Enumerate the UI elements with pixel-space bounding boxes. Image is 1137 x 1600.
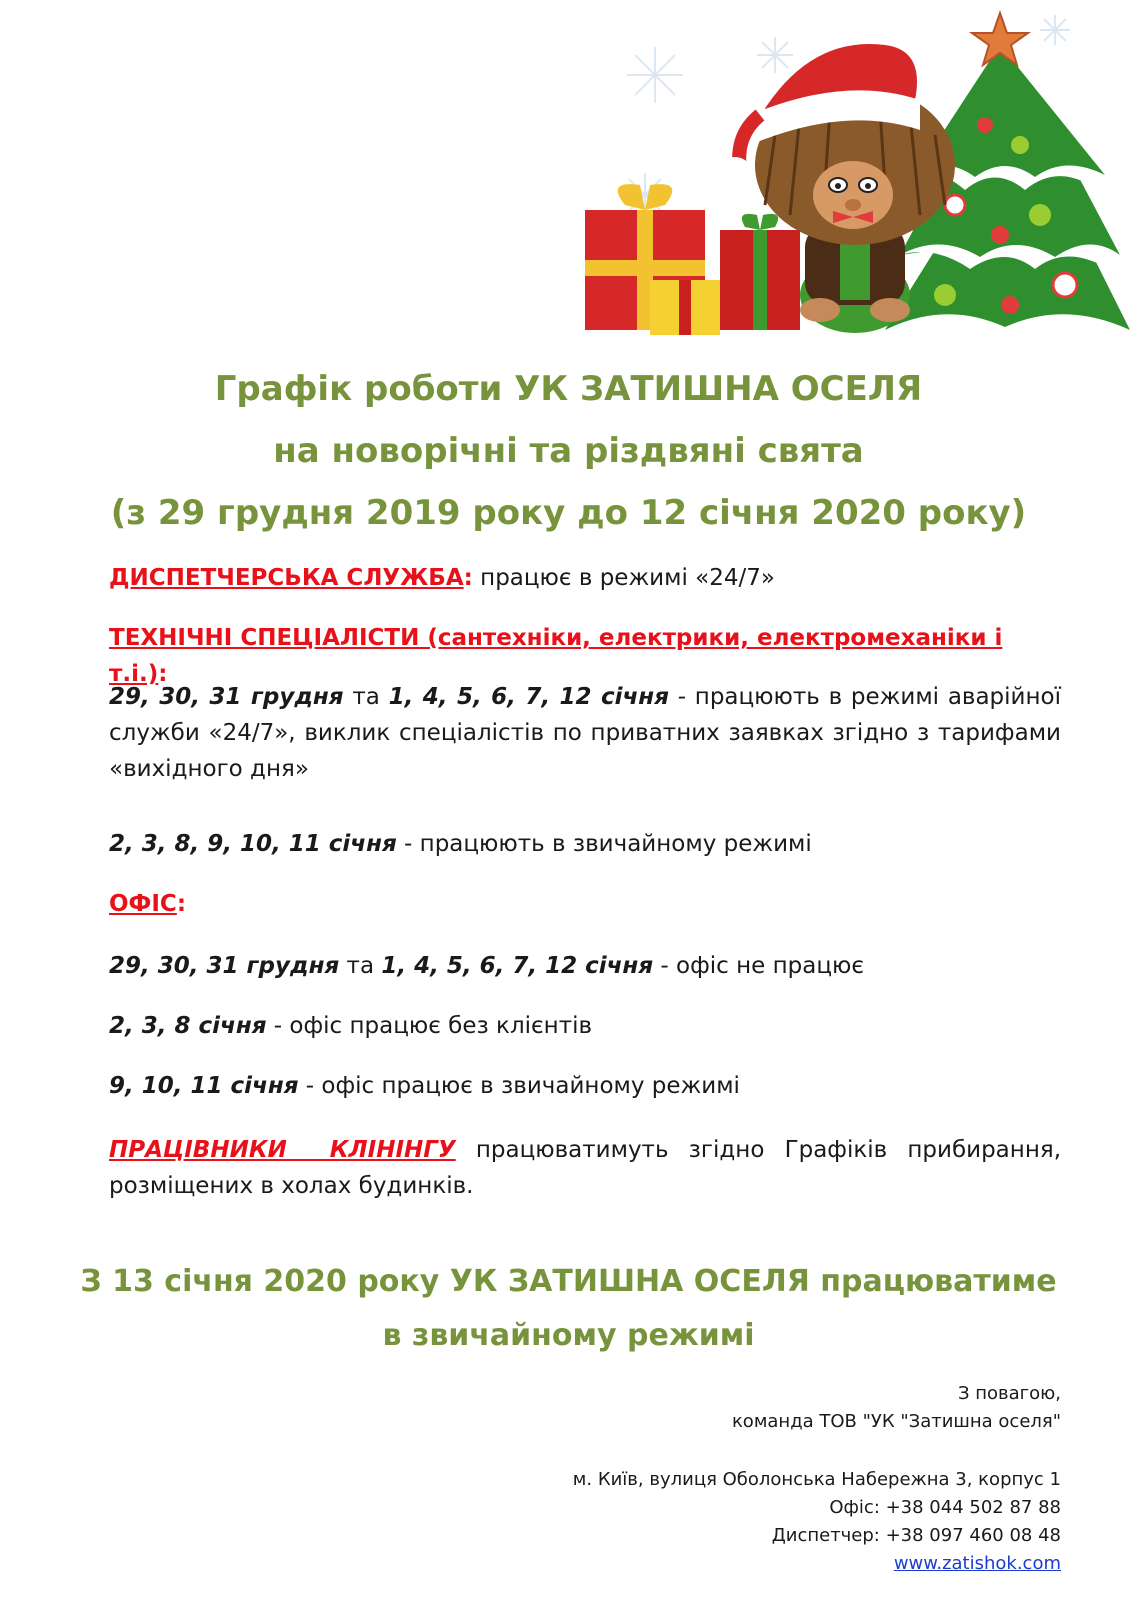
title-line-3: (з 29 грудня 2019 року до 12 січня 2020 року) xyxy=(110,493,1027,533)
dispatch-heading: ДИСПЕТЧЕРСЬКА СЛУЖБА xyxy=(109,565,464,591)
office-closed-schedule xyxy=(109,948,1061,984)
technicians-emergency-schedule xyxy=(109,679,1061,787)
dispatch-section xyxy=(109,560,1061,596)
dispatch-text: працює в режимі «24/7» xyxy=(472,565,775,591)
contact-office-phone: Офіс: +38 044 502 87 88 xyxy=(829,1497,1061,1518)
contact-dispatcher-phone: Диспетчер: +38 097 460 08 48 xyxy=(771,1525,1061,1546)
office-dates-january: 1, 4, 5, 6, 7, 12 січня xyxy=(381,953,654,979)
contacts xyxy=(573,1466,1061,1578)
office-colon: : xyxy=(176,891,187,917)
title-line-2: на новорічні та різдвяні свята xyxy=(273,431,864,471)
office-no-clients-text: - офіс працює без клієнтів xyxy=(266,1013,593,1039)
closing-notice xyxy=(0,1255,1137,1363)
technicians-colon: : xyxy=(158,661,168,687)
cleaning-text: працюватимуть згідно Графіків прибирання, розміщених в холах будинків. xyxy=(109,1137,1061,1199)
title-line-1: Графік роботи УК ЗАТИШНА ОСЕЛЯ xyxy=(214,369,923,409)
signature-greeting: З повагою, xyxy=(957,1383,1061,1404)
office-and: та xyxy=(339,953,382,979)
contact-address: м. Київ, вулиця Оболонська Набережна 3, корпус 1 xyxy=(572,1469,1061,1490)
office-normal-dates: 9, 10, 11 січня xyxy=(109,1073,299,1099)
signature-team: команда ТОВ "УК "Затишна оселя" xyxy=(731,1411,1061,1432)
tech-and: та xyxy=(343,684,389,710)
signature xyxy=(732,1380,1061,1436)
cleaning-heading: ПРАЦІВНИКИ КЛІНІНГУ xyxy=(109,1137,456,1163)
tech-emergency-text: - працюють в режимі аварійної служби «24/7», виклик спеціалістів по приватних заявках згідно з тарифами «вихідного дня» xyxy=(109,684,1061,782)
cleaning-section xyxy=(109,1132,1061,1204)
technicians-normal-schedule xyxy=(109,826,1061,862)
tech-normal-dates: 2, 3, 8, 9, 10, 11 січня xyxy=(109,831,397,857)
office-normal-text: - офіс працює в звичайному режимі xyxy=(298,1073,740,1099)
office-normal-schedule xyxy=(109,1068,1061,1104)
closing-line-2: в звичайному режимі xyxy=(382,1318,755,1353)
office-no-clients-schedule xyxy=(109,1008,1061,1044)
page-title xyxy=(0,358,1137,544)
office-closed-text: - офіс не працює xyxy=(653,953,864,979)
technicians-heading: ТЕХНІЧНІ СПЕЦІАЛІСТИ (сантехніки, електрики, електромеханіки і т.і.) xyxy=(109,625,1003,687)
office-dates-december: 29, 30, 31 грудня xyxy=(109,953,340,979)
website-link[interactable]: www.zatishok.com xyxy=(893,1553,1061,1574)
closing-line-1: З 13 січня 2020 року УК ЗАТИШНА ОСЕЛЯ працюватиме xyxy=(80,1264,1057,1299)
office-heading-block xyxy=(109,886,1061,922)
tech-dates-january: 1, 4, 5, 6, 7, 12 січня xyxy=(388,684,669,710)
dispatch-colon: : xyxy=(463,565,473,591)
christmas-illustration-svg xyxy=(585,5,1135,345)
office-heading: ОФІС xyxy=(109,891,177,917)
christmas-illustration xyxy=(585,5,1135,345)
tech-normal-text: - працюють в звичайному режимі xyxy=(396,831,812,857)
tech-dates-december: 29, 30, 31 грудня xyxy=(109,684,344,710)
office-no-clients-dates: 2, 3, 8 січня xyxy=(109,1013,267,1039)
